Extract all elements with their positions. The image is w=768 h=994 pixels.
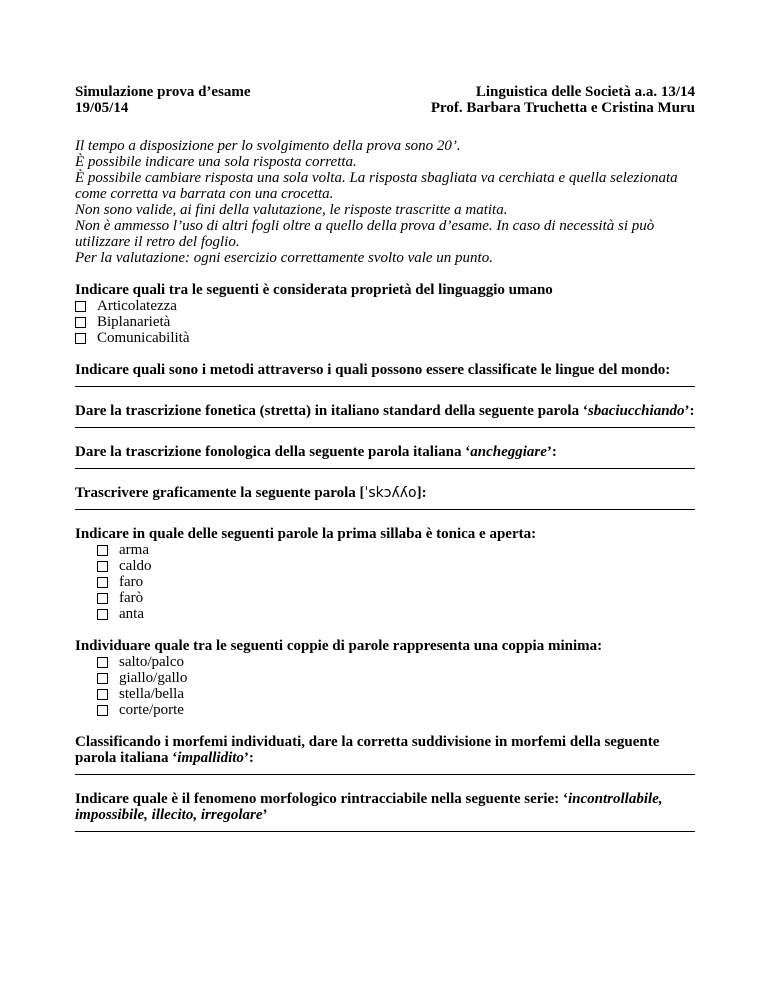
title-text: Dare la trascrizione fonologica della seguente parola italiana ‘ bbox=[75, 444, 471, 460]
option-label: arma bbox=[119, 542, 149, 558]
title-text-end: ’: bbox=[684, 403, 695, 419]
question-2-title: Indicare quali sono i metodi attraverso i quali possono essere classificate le lingue del mondo: bbox=[75, 362, 671, 378]
question-3 bbox=[75, 403, 695, 428]
title-text: Trascrivere graficamente la seguente parola [ bbox=[75, 485, 365, 501]
exam-date: 19/05/14 bbox=[75, 100, 129, 116]
question-4 bbox=[75, 444, 695, 469]
title-text-end: ’ bbox=[262, 807, 268, 823]
instruction-line: È possibile cambiare risposta una sola volta. La risposta sbagliata va cerchiata e quella selezionata come corretta va barrata con una crocetta. bbox=[75, 170, 678, 202]
option[interactable] bbox=[97, 606, 695, 622]
exam-page bbox=[75, 84, 695, 839]
question-8-title bbox=[75, 734, 695, 766]
question-5 bbox=[75, 485, 695, 510]
instruction-line: Non è ammesso l’uso di altri fogli oltre a quello della prova d’esame. In caso di necessità si può utilizzare il retro del foglio. bbox=[75, 218, 655, 250]
instruction-line: Il tempo a disposizione per lo svolgimento della prova sono 20’. bbox=[75, 138, 461, 154]
target-words: incontrollabile, impossibile, illecito, irregolare bbox=[75, 791, 663, 823]
option-label: Comunicabilità bbox=[97, 330, 190, 346]
option[interactable] bbox=[97, 686, 695, 702]
option[interactable] bbox=[97, 702, 695, 718]
checkbox[interactable] bbox=[97, 705, 108, 716]
option-label: stella/bella bbox=[119, 686, 184, 702]
answer-line[interactable] bbox=[75, 823, 695, 832]
checkbox[interactable] bbox=[75, 301, 86, 312]
option[interactable] bbox=[75, 298, 695, 314]
question-3-title bbox=[75, 403, 695, 419]
option[interactable] bbox=[75, 330, 695, 346]
option-label: caldo bbox=[119, 558, 152, 574]
checkbox[interactable] bbox=[97, 689, 108, 700]
option-label: farò bbox=[119, 590, 144, 606]
checkbox[interactable] bbox=[97, 545, 108, 556]
checkbox[interactable] bbox=[97, 561, 108, 572]
question-4-title bbox=[75, 444, 695, 460]
title-text: Dare la trascrizione fonetica (stretta) in italiano standard della seguente parola ‘ bbox=[75, 403, 588, 419]
title-text: Indicare quale è il fenomeno morfologico rintracciabile nella seguente serie: ‘ bbox=[75, 791, 568, 807]
course-name: Linguistica delle Società a.a. 13/14 bbox=[475, 84, 695, 100]
option[interactable] bbox=[97, 654, 695, 670]
answer-line[interactable] bbox=[75, 501, 695, 510]
instructions bbox=[75, 138, 695, 266]
checkbox[interactable] bbox=[97, 673, 108, 684]
option-label: Articolatezza bbox=[97, 298, 177, 314]
option-label: giallo/gallo bbox=[119, 670, 188, 686]
question-5-title bbox=[75, 485, 695, 501]
answer-line[interactable] bbox=[75, 766, 695, 775]
question-2 bbox=[75, 362, 695, 387]
checkbox[interactable] bbox=[97, 657, 108, 668]
answer-line[interactable] bbox=[75, 419, 695, 428]
header-right bbox=[431, 84, 695, 116]
question-6-title: Indicare in quale delle seguenti parole la prima sillaba è tonica e aperta: bbox=[75, 526, 537, 542]
instruction-line: Per la valutazione: ogni esercizio correttamente svolto vale un punto. bbox=[75, 250, 493, 266]
checkbox[interactable] bbox=[97, 593, 108, 604]
question-9 bbox=[75, 791, 695, 832]
option-label: anta bbox=[119, 606, 144, 622]
option-label: corte/porte bbox=[119, 702, 184, 718]
instruction-line: Non sono valide, ai fini della valutazione, le risposte trascritte a matita. bbox=[75, 202, 508, 218]
question-6 bbox=[75, 526, 695, 622]
question-1-title: Indicare quali tra le seguenti è considerata proprietà del linguaggio umano bbox=[75, 282, 553, 298]
checkbox[interactable] bbox=[97, 577, 108, 588]
target-word: ancheggiare bbox=[470, 444, 547, 460]
checkbox[interactable] bbox=[97, 609, 108, 620]
professors: Prof. Barbara Truchetta e Cristina Muru bbox=[430, 100, 695, 116]
question-7-title: Individuare quale tra le seguenti coppie di parole rappresenta una coppia minima: bbox=[75, 638, 603, 654]
option[interactable] bbox=[97, 590, 695, 606]
target-word: sbaciucchiando bbox=[587, 403, 685, 419]
option-label: faro bbox=[119, 574, 144, 590]
question-9-title bbox=[75, 791, 695, 823]
header bbox=[75, 84, 695, 116]
answer-line[interactable] bbox=[75, 460, 695, 469]
question-8 bbox=[75, 734, 695, 775]
question-1 bbox=[75, 282, 695, 346]
option-label: salto/palco bbox=[119, 654, 184, 670]
option-label: Biplanarietà bbox=[97, 314, 171, 330]
title-text-end: ’: bbox=[546, 444, 557, 460]
title-text: Classificando i morfemi individuati, dare la corretta suddivisione in morfemi della seguente parola italiana ‘ bbox=[75, 734, 660, 766]
option[interactable] bbox=[97, 574, 695, 590]
header-left bbox=[75, 84, 251, 116]
exam-title: Simulazione prova d’esame bbox=[75, 84, 251, 100]
target-word: impallidito bbox=[177, 750, 244, 766]
question-7 bbox=[75, 638, 695, 718]
title-text-end: ’: bbox=[243, 750, 254, 766]
checkbox[interactable] bbox=[75, 333, 86, 344]
option[interactable] bbox=[97, 670, 695, 686]
option[interactable] bbox=[75, 314, 695, 330]
option[interactable] bbox=[97, 558, 695, 574]
ipa-transcription: ˈskɔʎʎo bbox=[364, 485, 417, 501]
answer-line[interactable] bbox=[75, 378, 695, 387]
checkbox[interactable] bbox=[75, 317, 86, 328]
instruction-line: È possibile indicare una sola risposta corretta. bbox=[75, 154, 357, 170]
option[interactable] bbox=[97, 542, 695, 558]
title-text-end: ]: bbox=[416, 485, 427, 501]
